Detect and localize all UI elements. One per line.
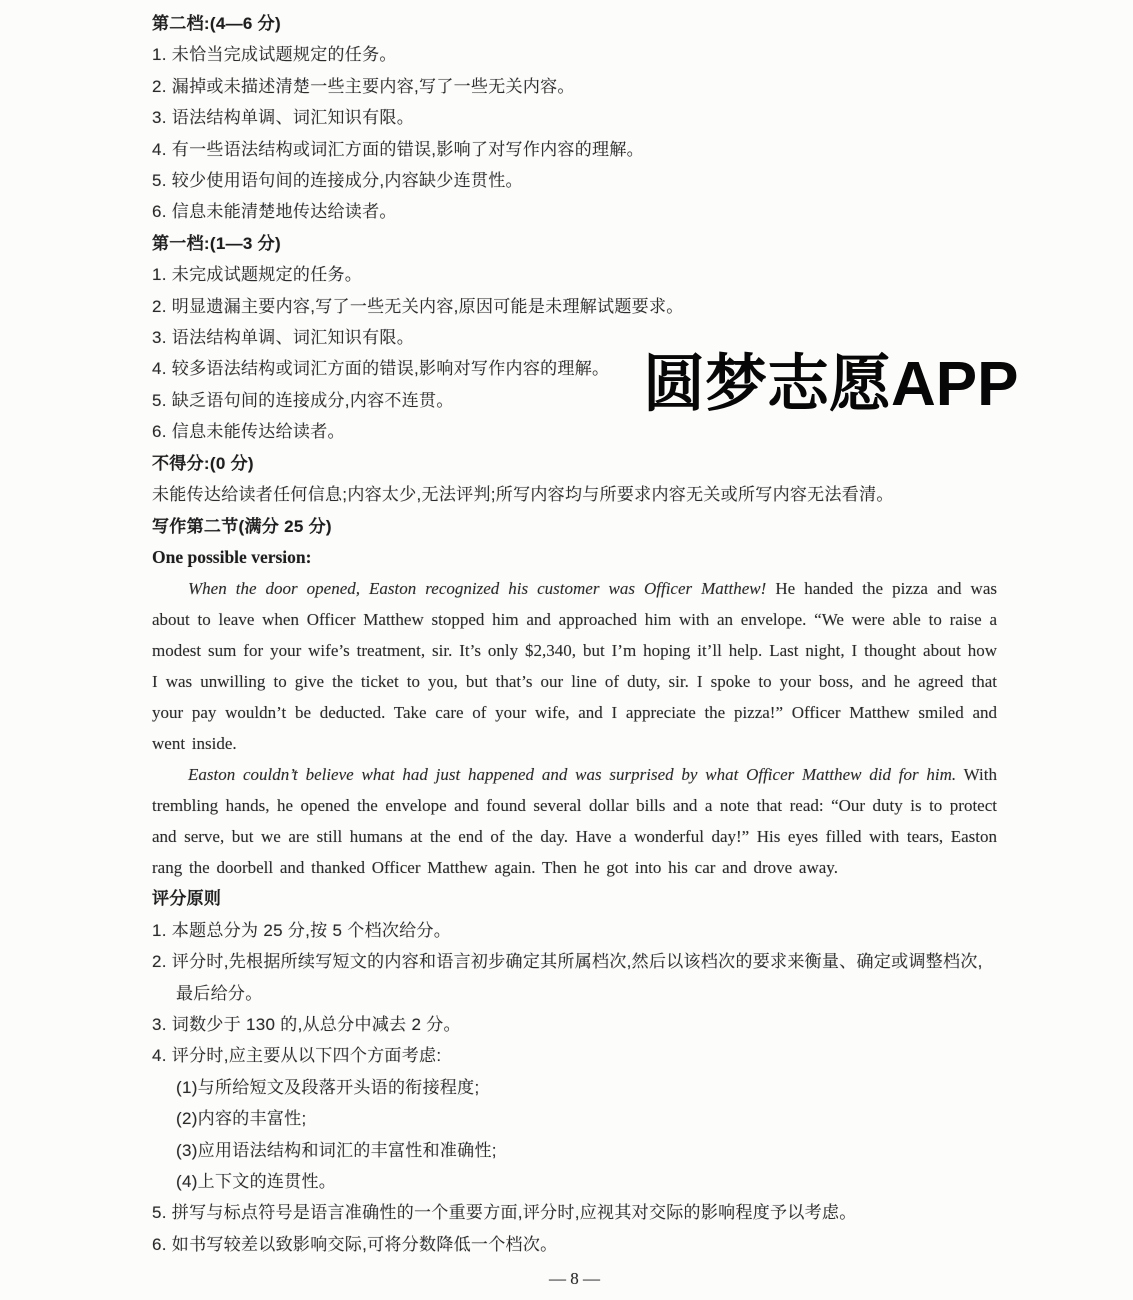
principle-item-5: 5. 拼写与标点符号是语言准确性的一个重要方面,评分时,应视其对交际的影响程度予以考虑。: [152, 1203, 857, 1223]
app-watermark-text: 圆梦志愿APP: [643, 350, 1019, 419]
band2-item-1: 1. 未恰当完成试题规定的任务。: [152, 45, 397, 65]
principle-item-6: 6. 如书写较差以致影响交际,可将分数降低一个档次。: [152, 1234, 558, 1254]
criterion-3: (3)应用语法结构和词汇的丰富性和准确性;: [176, 1140, 497, 1160]
page-content: [152, 8, 997, 1295]
band2-item-4: 4. 有一些语法结构或词汇方面的错误,影响了对写作内容的理解。: [152, 139, 644, 159]
scoring-principles-heading: 评分原则: [152, 889, 222, 909]
band1-heading: 第一档:(1—3 分): [152, 233, 281, 253]
model-essay-paragraph-1: [152, 573, 997, 759]
band2-item-3: 3. 语法结构单调、词汇知识有限。: [152, 108, 415, 128]
criterion-2: (2)内容的丰富性;: [176, 1109, 307, 1129]
principle-item-4: 4. 评分时,应主要从以下四个方面考虑:: [152, 1046, 442, 1066]
zero-score-heading: 不得分:(0 分): [152, 453, 254, 473]
principle-item-3: 3. 词数少于 130 的,从总分中减去 2 分。: [152, 1014, 461, 1034]
zero-score-description: 未能传达给读者任何信息;内容太少,无法评判;所写内容均与所要求内容无关或所写内容无法看清。: [152, 485, 894, 505]
paragraph-1-given-opening: When the door opened, Easton recognized his customer was Officer Matthew!: [188, 579, 767, 599]
band2-item-2: 2. 漏掉或未描述清楚一些主要内容,写了一些无关内容。: [152, 76, 575, 96]
band2-item-6: 6. 信息未能清楚地传达给读者。: [152, 202, 397, 222]
band1-item-1: 1. 未完成试题规定的任务。: [152, 265, 363, 285]
band2-item-5: 5. 较少使用语句间的连接成分,内容缺少连贯性。: [152, 171, 523, 191]
principle-item-2: 2. 评分时,先根据所续写短文的内容和语言初步确定其所属档次,然后以该档次的要求来衡量、确定或调整档次,最后给分。: [152, 952, 983, 1003]
band1-item-5: 5. 缺乏语句间的连接成分,内容不连贯。: [152, 390, 454, 410]
criterion-1: (1)与所给短文及段落开头语的衔接程度;: [176, 1077, 480, 1097]
paragraph-2-given-opening: Easton couldn’t believe what had just happened and was surprised by what Officer Matthew did for him.: [188, 765, 957, 785]
paragraph-2-continuation: With trembling hands, he opened the envelope and found several dollar bills and a note that read: “Our duty is to protect and serve, but we are still humans at the end of the day. Have a wonderful day!” His eyes filled with tears, Easton rang the doorbell and thanked Officer Matthew again. Then he got into his car and drove away.: [152, 765, 997, 878]
principle-item-1: 1. 本题总分为 25 分,按 5 个档次给分。: [152, 920, 452, 940]
band1-item-3: 3. 语法结构单调、词汇知识有限。: [152, 328, 415, 348]
paragraph-1-continuation: He handed the pizza and was about to leave when Officer Matthew stopped him and approached him with an envelope. “We were able to raise a modest sum for your wife’s treatment, sir. It’s only $2,340, but I’m hoping it’ll help. Last night, I thought about how I was unwilling to give the ticket to you, but that’s our line of duty, sir. I spoke to your boss, and he agreed that your pay wouldn’t be deducted. Take care of your wife, and I appreciate the pizza!” Officer Matthew smiled and went inside.: [152, 579, 997, 754]
writing-section-heading: 写作第二节(满分 25 分): [152, 516, 332, 536]
model-essay-paragraph-2: [152, 759, 997, 883]
band1-item-6: 6. 信息未能传达给读者。: [152, 422, 345, 442]
page-number: — 8 —: [549, 1269, 600, 1289]
band1-item-2: 2. 明显遗漏主要内容,写了一些无关内容,原因可能是未理解试题要求。: [152, 296, 684, 316]
band1-item-4: 4. 较多语法结构或词汇方面的错误,影响对写作内容的理解。: [152, 359, 610, 379]
band2-heading: 第二档:(4—6 分): [152, 14, 281, 33]
criterion-4: (4)上下文的连贯性。: [176, 1171, 337, 1191]
one-possible-version-label: One possible version:: [152, 546, 312, 567]
